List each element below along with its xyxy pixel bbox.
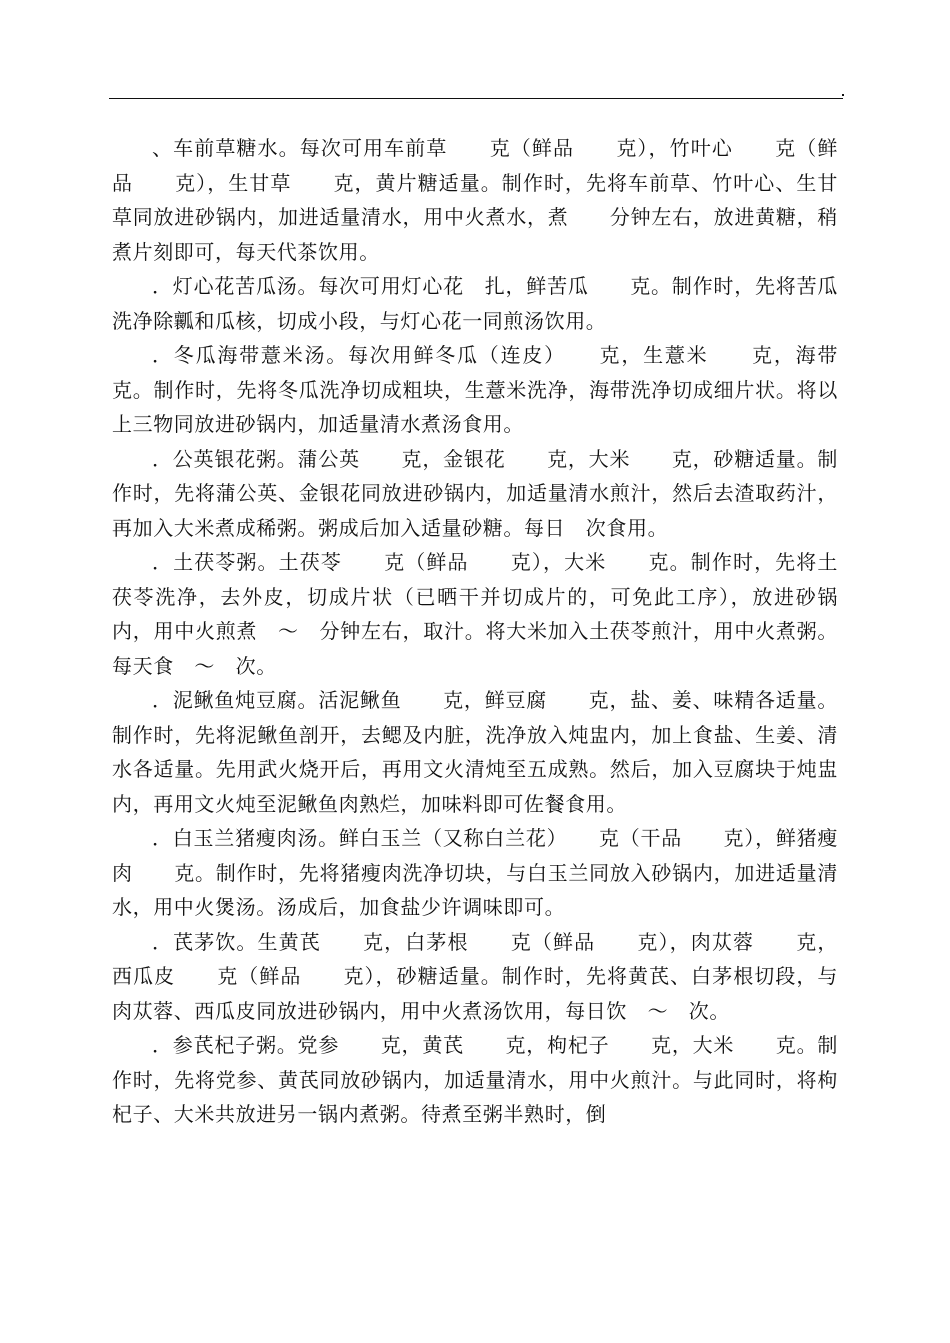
paragraph-plantain-syrup: 、车前草糖水。每次可用车前草 克（鲜品 克），竹叶心 克（鲜品 克），生甘草 克，黄片糖适量。制作时，先将车前草、竹叶心、生甘草同放进砂锅内，加进适量清水，用中火煮水，煮 分钟左右，放进黄糖，稍煮片刻即可，每天代茶饮用。 — [112, 136, 838, 264]
paragraph-astragalus-imperata-drink: ．芪茅饮。生黄芪 克，白茅根 克（鲜品 克），肉苁蓉 克，西瓜皮 克（鲜品 克），砂糖适量。制作时，先将黄芪、白茅根切段，与肉苁蓉、西瓜皮同放进砂锅内，用中火煮汤饮用，每日饮 ～ 次。 — [112, 929, 838, 1023]
paragraph-winter-melon-kelp-soup: ．冬瓜海带薏米汤。每次用鲜冬瓜（连皮） 克，生薏米 克，海带 克。制作时，先将冬瓜洗净切成粗块，生薏米洗净，海带洗净切成细片状。将以上三物同放进砂锅内，加适量清水煮汤食用。 — [112, 343, 880, 436]
paragraph-smilax-congee: ．土茯苓粥。土茯苓 克（鲜品 克），大米 克。制作时，先将土茯苓洗净，去外皮，切成片状（已晒干并切成片的，可免此工序），放进砂锅内，用中火煎煮 ～ 分钟左右，取汁。将大米加入土茯苓煎汁，用中火煮粥。每天食 ～ 次。 — [112, 550, 838, 678]
paragraph-loach-tofu: ．泥鳅鱼炖豆腐。活泥鳅鱼 克，鲜豆腐 克，盐、姜、味精各适量。制作时，先将泥鳅鱼剖开，去鳃及内脏，洗净放入炖盅内，加上食盐、生姜、清水各适量。先用武火烧开后，再用文火清炖至五成熟。然后，加入豆腐块于炖盅内，再用文火炖至泥鳅鱼肉熟烂，加味料即可佐餐食用。 — [112, 688, 838, 816]
paragraph-dandelion-honeysuckle-congee: ．公英银花粥。蒲公英 克，金银花 克，大米 克，砂糖适量。制作时，先将蒲公英、金银花同放进砂锅内，加适量清水煎汁，然后去渣取药汁，再加入大米煮成稀粥。粥成后加入适量砂糖。每日 次食用。 — [112, 446, 838, 540]
paragraph-rush-bitter-melon-soup: ．灯心花苦瓜汤。每次可用灯心花 扎，鲜苦瓜 克。制作时，先将苦瓜洗净除瓤和瓜核，切成小段，与灯心花一同煎汤饮用。 — [112, 274, 838, 333]
header-rule — [109, 98, 843, 99]
paragraph-codonopsis-wolfberry-congee: ．参芪杞子粥。党参 克，黄芪 克，枸杞子 克，大米 克。制作时，先将党参、黄芪同放砂锅内，加适量清水，用中火煎汁。与此同时，将枸杞子、大米共放进另一锅内煮粥。待煮至粥半熟时，倒 — [112, 1033, 838, 1126]
header-rule-end-mark — [842, 94, 844, 96]
paragraph-magnolia-pork-soup: ．白玉兰猪瘦肉汤。鲜白玉兰（又称白兰花） 克（干品 克），鲜猪瘦肉 克。制作时，先将猪瘦肉洗净切块，与白玉兰同放入砂锅内，加进适量清水，用中火煲汤。汤成后，加食盐少许调味即可。 — [112, 826, 838, 919]
document-body — [112, 131, 880, 1132]
